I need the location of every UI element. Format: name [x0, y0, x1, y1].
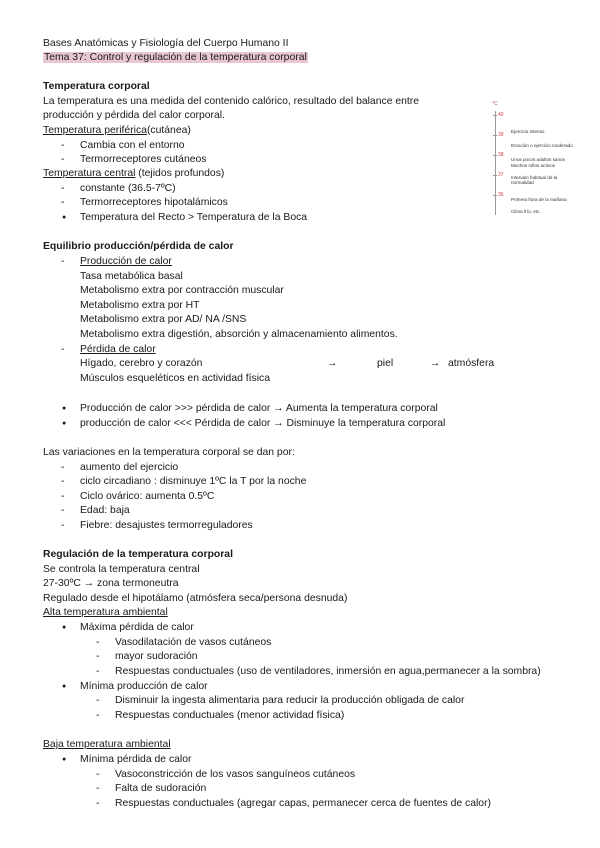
peripheral-suffix: (cutánea): [146, 125, 191, 136]
bullet-item: ● Mínima producción de calor: [80, 680, 208, 694]
bullet-item: ● Producción de calor >>> pérdida de calor → Aumenta la temperatura corporal: [80, 402, 438, 416]
unit-label: °C: [492, 101, 498, 107]
paragraph-line: 27-30ºC → zona termoneutra: [43, 578, 179, 589]
arrow: →: [327, 358, 338, 369]
list-item: Metabolismo extra por AD/ NA /SNS: [80, 314, 247, 325]
section-title-regulation: Regulación de la temperatura corporal: [43, 549, 233, 560]
list-item: Metabolismo extra por HT: [80, 300, 200, 311]
course-title: Bases Anatómicas y Fisiología del Cuerpo Humano II: [43, 38, 289, 49]
list-item: - constante (36.5-7ºC): [80, 182, 176, 196]
section-title-body-temperature: Temperatura corporal: [43, 81, 150, 92]
loss-organs: Hígado, cerebro y corazón: [80, 358, 203, 369]
variations-intro: Las variaciones en la temperatura corporal se dan por:: [43, 447, 295, 458]
paragraph-line: producción y pérdida del calor corporal.: [43, 110, 225, 121]
list-item: - Falta de sudoración: [115, 782, 206, 796]
bullet-item: ● Máxima pérdida de calor: [80, 621, 194, 635]
list-item: - Ciclo ovárico: aumenta 0.5ºC: [80, 490, 214, 504]
bullet-item: ● Mínima pérdida de calor: [80, 753, 191, 767]
thermometer-figure: [489, 101, 594, 219]
list-item: - Respuestas conductuales (agregar capas, permanecer cerca de fuentes de calor): [115, 797, 491, 811]
list-item: - Respuestas conductuales (uso de ventiladores, inmersión en agua,permanecer a la sombra): [115, 665, 541, 679]
loss-label: - Pérdida de calor: [80, 343, 156, 357]
list-item: Metabolismo extra digestión, absorción y almacenamiento alimentos.: [80, 329, 398, 340]
loss-muscles: Músculos esqueléticos en actividad física: [80, 373, 271, 384]
tick-label: 40: [498, 112, 504, 118]
list-item: - Edad: baja: [80, 504, 130, 518]
list-item: Metabolismo extra por contracción muscular: [80, 285, 284, 296]
tick-mark: [493, 175, 497, 176]
section-title-balance: Equilibrio producción/pérdida de calor: [43, 241, 234, 252]
paragraph-line: La temperatura es una medida del contenido calórico, resultado del balance entre: [43, 96, 420, 107]
tick-mark: [493, 135, 497, 136]
central-label: Temperatura central: [43, 168, 136, 179]
list-item: - Disminuir la ingesta alimentaria para reducir la producción obligada de calor: [115, 694, 464, 708]
list-item: - Vasodilatación de vasos cutáneos: [115, 636, 271, 650]
tick-mark: [493, 195, 497, 196]
central-suffix: (tejidos profundos): [135, 168, 225, 179]
range-label: Intervalo habitual de la normalidad: [511, 175, 558, 185]
central-temperature-heading: [43, 167, 224, 181]
list-item: - mayor sudoración: [115, 650, 198, 664]
range-label: Muchos niños activos: [511, 163, 555, 168]
thermometer-scale: [495, 111, 496, 215]
peripheral-label: Temperatura periférica: [43, 125, 147, 136]
list-item: - aumento del ejercicio: [80, 461, 178, 475]
list-item: - Fiebre: desajustes termorreguladores: [80, 519, 253, 533]
list-item: - Termorreceptores cutáneos: [80, 153, 206, 167]
paragraph-line: Regulado desde el hipotálamo (atmósfera seca/persona desnuda): [43, 593, 348, 604]
tick-label: 39: [498, 132, 504, 138]
skin-label: piel: [377, 358, 394, 369]
bullet-item: ● Temperatura del Recto > Temperatura de la Boca: [80, 211, 307, 225]
list-item: - Respuestas conductuales (menor actividad física): [115, 709, 344, 723]
low-temperature-heading: Baja temperatura ambiental: [43, 739, 171, 750]
list-item: - ciclo circadiano : disminuye 1ºC la T por la noche: [80, 475, 306, 489]
tick-label: 36: [498, 192, 504, 198]
list-item: - Cambia con el entorno: [80, 139, 185, 153]
production-label: - Producción de calor: [80, 255, 172, 269]
tick-mark: [493, 115, 497, 116]
tick-label: 37: [498, 172, 504, 178]
paragraph-line: Se controla la temperatura central: [43, 564, 200, 575]
range-label: Clima frío, etc.: [511, 209, 541, 214]
list-item: - Vasoconstricción de los vasos sanguíneos cutáneos: [115, 768, 355, 782]
high-temperature-heading: Alta temperatura ambiental: [43, 607, 168, 618]
topic-title: [43, 51, 308, 65]
list-item: - Termorreceptores hipotalámicos: [80, 196, 228, 210]
range-label: Primera hora de la mañana: [511, 197, 567, 202]
range-label: Emoción o ejercicio moderado: [511, 143, 573, 148]
arrow: →: [430, 358, 441, 369]
tick-mark: [493, 155, 497, 156]
peripheral-temperature-heading: [43, 124, 191, 138]
atmosphere-label: atmósfera: [448, 358, 495, 369]
tick-label: 38: [498, 152, 504, 158]
range-label: Ejercicio intenso: [511, 129, 545, 134]
range-label: Unos pocos adultos sanos: [511, 157, 565, 162]
topic-highlight: Tema 37: Control y regulación de la temperatura corporal: [44, 52, 307, 63]
bullet-item: ● producción de calor <<< Pérdida de calor → Disminuye la temperatura corporal: [80, 417, 445, 431]
list-item: Tasa metabólica basal: [80, 271, 183, 282]
